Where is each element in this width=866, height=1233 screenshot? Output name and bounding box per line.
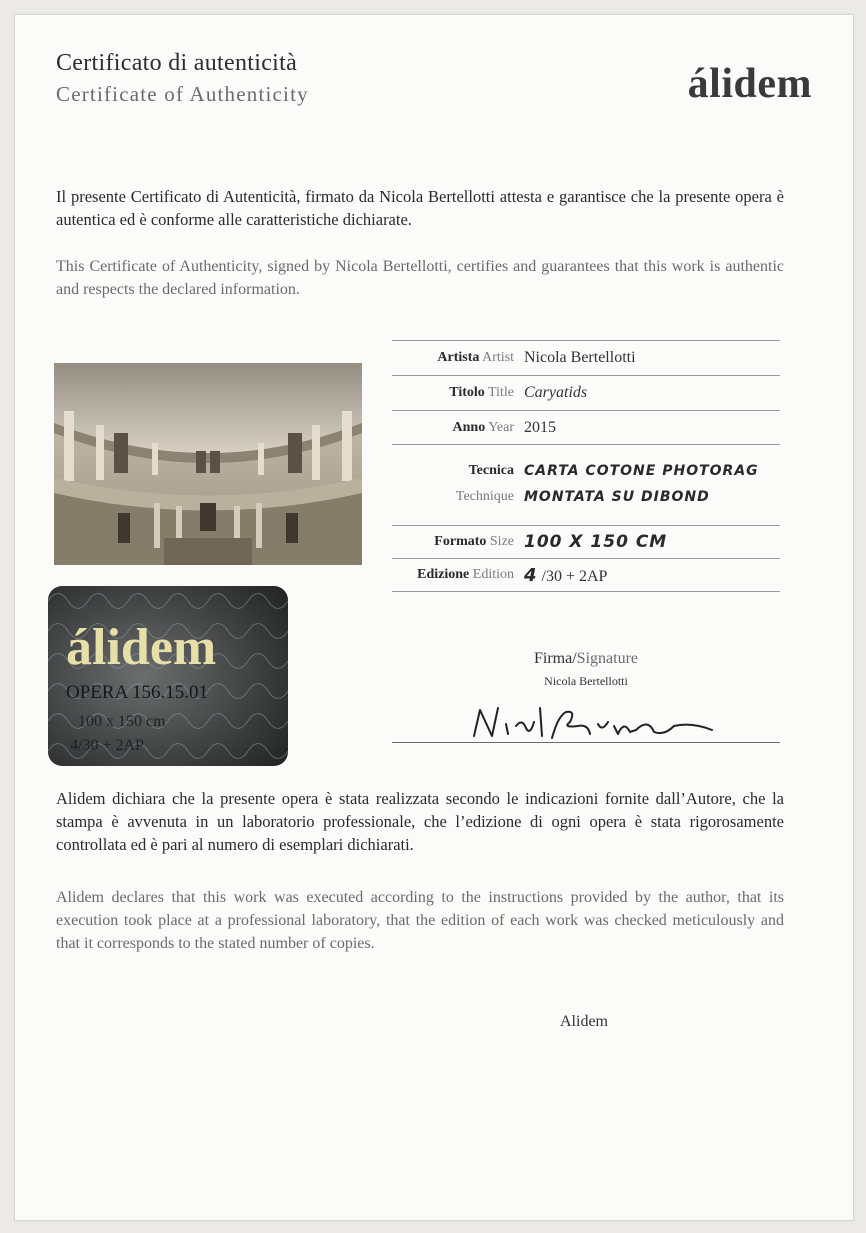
label-technique-it: Tecnica <box>468 463 514 478</box>
value-edition-number: 4 <box>524 564 538 586</box>
hologram-line2: 100 x 150 cm <box>78 713 166 730</box>
title-english: Certificate of Authenticity <box>56 82 309 106</box>
label-title-en: Title <box>488 385 514 400</box>
row-artist <box>392 340 780 375</box>
value-size: 100 X 150 CM <box>524 532 668 552</box>
label-size-en: Size <box>489 534 514 549</box>
row-title <box>392 375 780 410</box>
value-technique-line1: CARTA COTONE PHOTORAG <box>524 463 759 479</box>
value-artist: Nicola Bertellotti <box>524 349 636 366</box>
logo-text: álidem <box>687 61 812 107</box>
label-artist-en: Artist <box>482 350 514 365</box>
value-edition: /30 + 2AP <box>541 567 608 585</box>
label-edition-en: Edition <box>472 567 514 582</box>
alidem-logo <box>688 60 812 108</box>
row-size <box>392 525 780 558</box>
hologram-sticker <box>48 586 288 766</box>
label-technique-en: Technique <box>455 489 514 504</box>
declaration-english: Alidem declares that this work was executed according to the instructions provided by the author, that its execution took place at a professional laboratory, that the edition of each work was checked meticulously and that it corresponds to the stated number of copies. <box>56 889 784 952</box>
row-year <box>392 410 780 444</box>
signature-name: Nicola Bertellotti <box>544 674 628 688</box>
row-edition <box>392 558 780 592</box>
hologram-brand: álidem <box>66 619 217 676</box>
value-year: 2015 <box>524 418 556 436</box>
hologram-line3: 4/30 + 2AP <box>70 737 144 754</box>
handwritten-signature <box>392 696 780 742</box>
footer-signer: Alidem <box>560 1013 608 1030</box>
title-italian: Certificato di autenticità <box>56 50 298 76</box>
declaration-italian: Alidem dichiara che la presente opera è stata realizzata secondo le indicazioni fornite dall’Autore, che la stampa è avvenuta in un laboratorio professionale, che l’edizione di ogni opera è stata rigorosamente controllata ed è pari al numero di esemplari dichiarati. <box>56 789 784 854</box>
label-title-it: Titolo <box>449 385 485 400</box>
label-year-en: Year <box>488 419 514 435</box>
hologram-line1: OPERA 156.15.01 <box>66 682 208 703</box>
details-table <box>392 340 780 592</box>
artwork-photo <box>54 363 362 565</box>
label-year-it: Anno <box>452 419 486 435</box>
signature-line <box>392 696 780 743</box>
label-edition-it: Edizione <box>417 567 470 582</box>
value-title: Caryatids <box>524 384 588 401</box>
signature-block: Firma/Signature Nicola Bertellotti <box>392 650 780 689</box>
intro-italian: Il presente Certificato di Autenticità, firmato da Nicola Bertellotti attesta e garantisce che la presente opera è autentica ed è conforme alle caratteristiche dichiarate. <box>56 187 784 229</box>
label-size-it: Formato <box>434 534 487 549</box>
signature-title-it: Firma <box>534 650 573 667</box>
value-technique-line2: MONTATA SU DIBOND <box>524 489 710 505</box>
signature-title-en: Signature <box>576 650 638 667</box>
label-artist-it: Artista <box>437 350 480 365</box>
intro-english: This Certificate of Authenticity, signed by Nicola Bertellotti, certifies and guarantees that this work is authentic and respects the declared information. <box>56 258 784 298</box>
row-technique <box>392 444 780 523</box>
